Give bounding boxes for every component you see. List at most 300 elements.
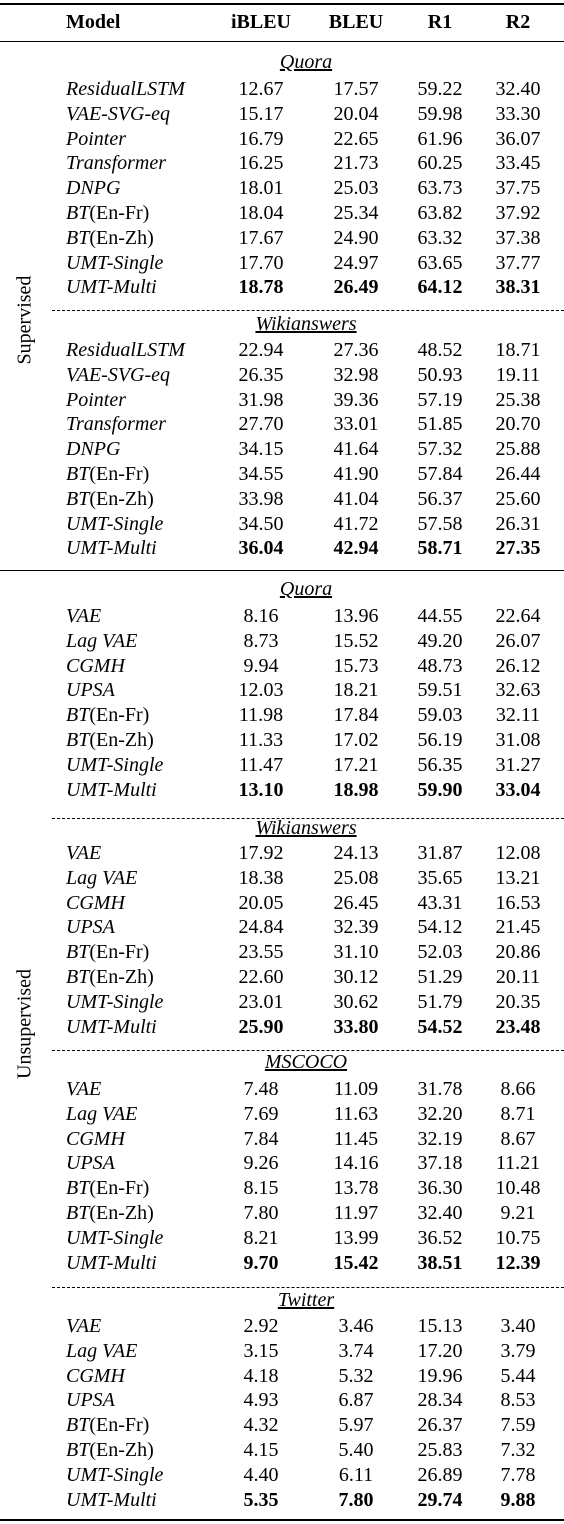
model-suffix: (En-Zh) xyxy=(89,1202,154,1224)
model-name-text: BT xyxy=(66,463,90,485)
r1-value: 63.82 xyxy=(417,202,463,224)
bleu-value: 20.04 xyxy=(333,102,379,125)
bleu-value: 24.13 xyxy=(333,842,379,864)
model-name xyxy=(66,753,163,778)
model-name xyxy=(66,77,185,102)
section-divider xyxy=(52,310,564,311)
r1-value: 36.30 xyxy=(417,1177,463,1200)
table-row xyxy=(0,990,564,1015)
table-row xyxy=(0,77,564,102)
bleu-value: 13.99 xyxy=(333,1226,379,1249)
table-row xyxy=(0,1463,564,1488)
ibleu-value: 16.25 xyxy=(238,152,284,175)
r1-value: 35.65 xyxy=(417,866,463,889)
model-name-text: UMT-Single xyxy=(66,1226,164,1249)
model-name xyxy=(66,866,137,891)
model-name-text: VAE xyxy=(66,1078,102,1100)
ibleu-value: 13.10 xyxy=(238,778,284,801)
r2-value: 19.11 xyxy=(495,363,541,386)
model-name-text: UMT-Multi xyxy=(66,1015,157,1038)
bleu-value: 18.21 xyxy=(333,679,379,702)
table-row xyxy=(0,753,564,778)
r2-value: 38.31 xyxy=(495,276,541,299)
r1-value: 60.25 xyxy=(417,152,463,175)
table-row xyxy=(0,841,564,866)
ibleu-value: 20.05 xyxy=(238,891,284,914)
model-name-text: ResidualLSTM xyxy=(66,339,185,361)
dataset-subheader: Wikianswers xyxy=(255,817,357,839)
model-suffix: (En-Fr) xyxy=(89,704,150,727)
table-row xyxy=(0,1077,564,1102)
r2-value: 11.21 xyxy=(495,1152,541,1175)
ibleu-value: 18.78 xyxy=(238,276,284,299)
model-suffix: (En-Zh) xyxy=(89,226,154,249)
model-name xyxy=(66,778,157,803)
table-row xyxy=(0,1339,564,1364)
model-suffix: (En-Zh) xyxy=(89,729,154,751)
r2-value: 37.92 xyxy=(495,202,541,224)
model-name-text: UMT-Multi xyxy=(66,537,157,560)
r2-value: 31.08 xyxy=(495,729,541,751)
bleu-value: 3.74 xyxy=(338,1339,374,1362)
ibleu-value: 31.98 xyxy=(238,388,284,411)
bleu-value: 13.96 xyxy=(333,605,379,627)
r2-value: 37.75 xyxy=(495,177,541,200)
r1-value: 28.34 xyxy=(417,1389,463,1412)
model-name xyxy=(66,176,120,201)
r2-value: 22.64 xyxy=(495,605,541,627)
model-suffix: (En-Zh) xyxy=(89,1439,154,1461)
model-name xyxy=(66,703,149,728)
group-rule xyxy=(0,570,564,571)
table-row xyxy=(0,338,564,363)
header-r2: R2 xyxy=(505,11,531,33)
model-name xyxy=(66,201,149,226)
ibleu-value: 17.67 xyxy=(238,226,284,249)
bleu-value: 30.12 xyxy=(333,966,379,988)
model-name-text: UPSA xyxy=(66,1152,115,1175)
model-name xyxy=(66,841,101,866)
r1-value: 61.96 xyxy=(417,127,463,150)
model-name-text: BT xyxy=(66,704,90,727)
model-name xyxy=(66,940,149,965)
bleu-value: 26.49 xyxy=(333,276,379,299)
bleu-value: 25.03 xyxy=(333,177,379,200)
ibleu-value: 17.70 xyxy=(238,251,284,274)
model-name-text: BT xyxy=(66,966,90,988)
r2-value: 32.63 xyxy=(495,679,541,702)
r1-value: 51.79 xyxy=(417,990,463,1013)
bleu-value: 17.21 xyxy=(333,753,379,776)
ibleu-value: 36.04 xyxy=(238,537,284,560)
bleu-value: 32.39 xyxy=(333,916,379,939)
model-name-text: VAE-SVG-eq xyxy=(66,102,171,125)
table-row xyxy=(0,604,564,629)
table-row xyxy=(0,1488,564,1513)
model-name xyxy=(66,1413,149,1438)
ibleu-value: 11.47 xyxy=(238,753,284,776)
r1-value: 36.52 xyxy=(417,1226,463,1249)
model-name-text: Lag VAE xyxy=(66,629,138,652)
ibleu-value: 27.70 xyxy=(238,413,284,436)
model-name xyxy=(66,388,126,413)
ibleu-value: 4.32 xyxy=(243,1414,279,1437)
ibleu-value: 4.93 xyxy=(243,1389,279,1412)
header-r1: R1 xyxy=(427,11,453,33)
ibleu-value: 8.16 xyxy=(243,605,279,627)
r1-value: 57.84 xyxy=(417,463,463,485)
model-suffix: (En-Zh) xyxy=(89,966,154,988)
model-name-text: UMT-Multi xyxy=(66,1488,157,1511)
model-name-text: Pointer xyxy=(66,127,126,150)
model-name xyxy=(66,1102,137,1127)
r1-value: 38.51 xyxy=(417,1251,463,1274)
bleu-value: 42.94 xyxy=(333,537,379,560)
model-name xyxy=(66,1077,101,1102)
model-name xyxy=(66,1127,125,1152)
table-row xyxy=(0,1413,564,1438)
model-name-text: CGMH xyxy=(66,654,125,677)
ibleu-value: 7.80 xyxy=(243,1202,279,1224)
ibleu-value: 7.84 xyxy=(243,1127,279,1150)
model-name xyxy=(66,412,166,437)
ibleu-value: 18.04 xyxy=(238,202,284,224)
bleu-value: 7.80 xyxy=(338,1488,374,1511)
r2-value: 20.86 xyxy=(495,941,541,964)
model-name xyxy=(66,437,120,462)
table-row xyxy=(0,1438,564,1463)
bleu-value: 41.90 xyxy=(333,463,379,485)
model-name xyxy=(66,1388,115,1413)
r1-value: 56.37 xyxy=(417,487,463,510)
r1-value: 59.22 xyxy=(417,78,463,100)
header-rule xyxy=(0,41,564,42)
r1-value: 56.19 xyxy=(417,729,463,751)
model-name xyxy=(66,151,166,176)
model-name xyxy=(66,536,157,561)
bleu-value: 24.90 xyxy=(333,226,379,249)
bleu-value: 11.63 xyxy=(333,1102,379,1125)
model-name-text: UMT-Single xyxy=(66,990,164,1013)
bleu-value: 32.98 xyxy=(333,363,379,386)
ibleu-value: 11.98 xyxy=(238,704,284,727)
model-name xyxy=(66,1015,157,1040)
r1-value: 31.87 xyxy=(417,842,463,864)
model-name xyxy=(66,1314,101,1339)
model-name-text: Lag VAE xyxy=(66,866,138,889)
bleu-value: 27.36 xyxy=(333,339,379,361)
r2-value: 7.32 xyxy=(500,1439,536,1461)
table-row xyxy=(0,127,564,152)
ibleu-value: 15.17 xyxy=(238,102,284,125)
table-row xyxy=(0,1015,564,1040)
model-name-text: Transformer xyxy=(66,413,167,436)
table-row xyxy=(0,629,564,654)
dataset-subheader: Quora xyxy=(279,51,333,73)
bleu-value: 22.65 xyxy=(333,127,379,150)
r2-value: 23.48 xyxy=(495,1015,541,1038)
ibleu-value: 5.35 xyxy=(243,1488,279,1511)
r1-value: 59.03 xyxy=(417,704,463,727)
model-name xyxy=(66,728,154,753)
r2-value: 20.35 xyxy=(495,990,541,1013)
top-rule xyxy=(0,3,564,5)
bleu-value: 33.80 xyxy=(333,1015,379,1038)
ibleu-value: 12.67 xyxy=(238,78,284,100)
r1-value: 51.29 xyxy=(417,966,463,988)
bleu-value: 15.52 xyxy=(333,629,379,652)
r1-value: 50.93 xyxy=(417,363,463,386)
model-name xyxy=(66,127,126,152)
ibleu-value: 9.94 xyxy=(243,654,279,677)
model-name xyxy=(66,1438,154,1463)
model-name-text: CGMH xyxy=(66,1364,125,1387)
table-row xyxy=(0,151,564,176)
table-row xyxy=(0,275,564,300)
model-name xyxy=(66,1339,137,1364)
r1-value: 52.03 xyxy=(417,941,463,964)
header-bleu: BLEU xyxy=(328,11,384,33)
ibleu-value: 26.35 xyxy=(238,363,284,386)
ibleu-value: 8.15 xyxy=(243,1177,279,1200)
ibleu-value: 3.15 xyxy=(243,1339,279,1362)
ibleu-value: 9.26 xyxy=(243,1152,279,1175)
ibleu-value: 11.33 xyxy=(238,729,284,751)
r2-value: 8.67 xyxy=(500,1127,536,1150)
bleu-value: 15.42 xyxy=(333,1251,379,1274)
model-name-text: BT xyxy=(66,1439,90,1461)
dataset-subheader: Twitter xyxy=(277,1289,335,1311)
bleu-value: 41.04 xyxy=(333,487,379,510)
ibleu-value: 22.60 xyxy=(238,966,284,988)
r1-value: 44.55 xyxy=(417,605,463,627)
header-ibleu: iBLEU xyxy=(230,11,292,33)
r2-value: 25.60 xyxy=(495,487,541,510)
model-name xyxy=(66,363,170,388)
bleu-value: 30.62 xyxy=(333,990,379,1013)
r1-value: 48.73 xyxy=(417,654,463,677)
model-name-text: BT xyxy=(66,226,90,249)
dataset-subheader: Quora xyxy=(279,578,333,600)
r2-value: 12.08 xyxy=(495,842,541,864)
model-name-text: UMT-Single xyxy=(66,512,164,535)
model-name-text: UMT-Multi xyxy=(66,1251,157,1274)
ibleu-value: 8.73 xyxy=(243,629,279,652)
ibleu-value: 9.70 xyxy=(243,1251,279,1274)
model-name xyxy=(66,915,115,940)
table-row xyxy=(0,437,564,462)
table-row xyxy=(0,363,564,388)
ibleu-value: 2.92 xyxy=(243,1315,279,1337)
ibleu-value: 33.98 xyxy=(238,487,284,510)
bleu-value: 21.73 xyxy=(333,152,379,175)
model-name-text: UMT-Single xyxy=(66,251,164,274)
r2-value: 33.04 xyxy=(495,778,541,801)
bleu-value: 11.45 xyxy=(333,1127,379,1150)
model-suffix: (En-Fr) xyxy=(89,941,150,964)
model-name xyxy=(66,226,154,251)
group-label: Unsupervised xyxy=(13,969,36,1079)
model-name xyxy=(66,654,125,679)
r2-value: 26.44 xyxy=(495,463,541,485)
r1-value: 57.58 xyxy=(417,512,463,535)
model-name-text: CGMH xyxy=(66,1127,125,1150)
r2-value: 32.11 xyxy=(495,704,541,727)
ibleu-value: 34.55 xyxy=(238,463,284,485)
r2-value: 33.45 xyxy=(495,152,541,175)
r1-value: 26.89 xyxy=(417,1463,463,1486)
r1-value: 32.20 xyxy=(417,1102,463,1125)
r2-value: 9.21 xyxy=(500,1202,536,1224)
r2-value: 16.53 xyxy=(495,891,541,914)
bleu-value: 33.01 xyxy=(333,413,379,436)
table-row xyxy=(0,1151,564,1176)
ibleu-value: 12.03 xyxy=(238,679,284,702)
r2-value: 37.38 xyxy=(495,226,541,249)
model-name-text: UPSA xyxy=(66,916,115,939)
model-name xyxy=(66,629,137,654)
ibleu-value: 23.55 xyxy=(238,941,284,964)
dataset-subheader: MSCOCO xyxy=(264,1051,348,1073)
r1-value: 26.37 xyxy=(417,1414,463,1437)
ibleu-value: 16.79 xyxy=(238,127,284,150)
table-row xyxy=(0,915,564,940)
model-name xyxy=(66,1488,157,1513)
r1-value: 15.13 xyxy=(417,1315,463,1337)
group-label: Supervised xyxy=(13,275,36,365)
bleu-value: 41.72 xyxy=(333,512,379,535)
model-name xyxy=(66,990,163,1015)
model-name-text: BT xyxy=(66,487,90,510)
r2-value: 31.27 xyxy=(495,753,541,776)
table-row xyxy=(0,1127,564,1152)
ibleu-value: 7.48 xyxy=(243,1078,279,1100)
table-row xyxy=(0,891,564,916)
bleu-value: 5.40 xyxy=(338,1439,374,1461)
r2-value: 10.48 xyxy=(495,1177,541,1200)
ibleu-value: 4.18 xyxy=(243,1364,279,1387)
model-name xyxy=(66,275,157,300)
bleu-value: 11.97 xyxy=(333,1202,379,1224)
r1-value: 59.98 xyxy=(417,102,463,125)
model-name-text: Transformer xyxy=(66,152,167,175)
ibleu-value: 8.21 xyxy=(243,1226,279,1249)
table-row xyxy=(0,965,564,990)
bleu-value: 39.36 xyxy=(333,388,379,411)
r2-value: 26.12 xyxy=(495,654,541,677)
r1-value: 63.32 xyxy=(417,226,463,249)
model-name-text: Lag VAE xyxy=(66,1102,138,1125)
r1-value: 32.19 xyxy=(417,1127,463,1150)
bleu-value: 41.64 xyxy=(333,438,379,461)
bleu-value: 13.78 xyxy=(333,1177,379,1200)
model-name xyxy=(66,102,170,127)
model-name-text: UPSA xyxy=(66,1389,115,1412)
model-name xyxy=(66,251,163,276)
r2-value: 13.21 xyxy=(495,866,541,889)
r2-value: 3.40 xyxy=(500,1315,536,1337)
dataset-subheader: Wikianswers xyxy=(255,313,357,335)
r1-value: 54.52 xyxy=(417,1015,463,1038)
r1-value: 51.85 xyxy=(417,413,463,436)
model-name-text: BT xyxy=(66,1177,90,1200)
r2-value: 25.88 xyxy=(495,438,541,461)
bleu-value: 6.87 xyxy=(338,1389,374,1412)
model-name-text: BT xyxy=(66,729,90,751)
table-row xyxy=(0,1364,564,1389)
model-name-text: UMT-Single xyxy=(66,1463,164,1486)
r1-value: 58.71 xyxy=(417,537,463,560)
table-row xyxy=(0,226,564,251)
r1-value: 54.12 xyxy=(417,916,463,939)
bleu-value: 17.57 xyxy=(333,78,379,100)
ibleu-value: 25.90 xyxy=(238,1015,284,1038)
model-name xyxy=(66,1151,115,1176)
r1-value: 56.35 xyxy=(417,753,463,776)
r2-value: 7.59 xyxy=(500,1414,536,1437)
model-name-text: VAE-SVG-eq xyxy=(66,363,171,386)
model-name xyxy=(66,1463,163,1488)
bleu-value: 17.84 xyxy=(333,704,379,727)
table-row xyxy=(0,1102,564,1127)
r1-value: 17.20 xyxy=(417,1339,463,1362)
model-name-text: BT xyxy=(66,1202,90,1224)
table-row xyxy=(0,1388,564,1413)
model-suffix: (En-Fr) xyxy=(89,1177,150,1200)
table-row xyxy=(0,703,564,728)
model-suffix: (En-Fr) xyxy=(89,1414,150,1437)
r1-value: 57.19 xyxy=(417,388,463,411)
bleu-value: 3.46 xyxy=(338,1315,374,1337)
model-name-text: Pointer xyxy=(66,388,126,411)
r1-value: 29.74 xyxy=(417,1488,463,1511)
r1-value: 19.96 xyxy=(417,1364,463,1387)
table-row xyxy=(0,866,564,891)
r2-value: 10.75 xyxy=(495,1226,541,1249)
ibleu-value: 17.92 xyxy=(238,842,284,864)
model-name xyxy=(66,1176,149,1201)
r1-value: 31.78 xyxy=(417,1078,463,1100)
bleu-value: 15.73 xyxy=(333,654,379,677)
model-name-text: BT xyxy=(66,941,90,964)
model-name xyxy=(66,1251,157,1276)
bottom-rule xyxy=(0,1519,564,1521)
r2-value: 37.77 xyxy=(495,251,541,274)
header-model: Model xyxy=(66,11,121,33)
r2-value: 21.45 xyxy=(495,916,541,939)
model-name-text: UPSA xyxy=(66,679,115,702)
table-row xyxy=(0,388,564,413)
r1-value: 59.90 xyxy=(417,778,463,801)
model-name xyxy=(66,1226,163,1251)
bleu-value: 14.16 xyxy=(333,1152,379,1175)
model-name xyxy=(66,678,115,703)
model-name-text: BT xyxy=(66,202,90,224)
r1-value: 64.12 xyxy=(417,276,463,299)
table-row xyxy=(0,728,564,753)
bleu-value: 18.98 xyxy=(333,778,379,801)
bleu-value: 26.45 xyxy=(333,891,379,914)
r1-value: 32.40 xyxy=(417,1202,463,1224)
table-row xyxy=(0,176,564,201)
model-name-text: CGMH xyxy=(66,891,125,914)
r2-value: 8.66 xyxy=(500,1078,536,1100)
model-name xyxy=(66,1364,125,1389)
model-name xyxy=(66,338,185,363)
r2-value: 26.31 xyxy=(495,512,541,535)
r1-value: 37.18 xyxy=(417,1152,463,1175)
model-name xyxy=(66,965,154,990)
